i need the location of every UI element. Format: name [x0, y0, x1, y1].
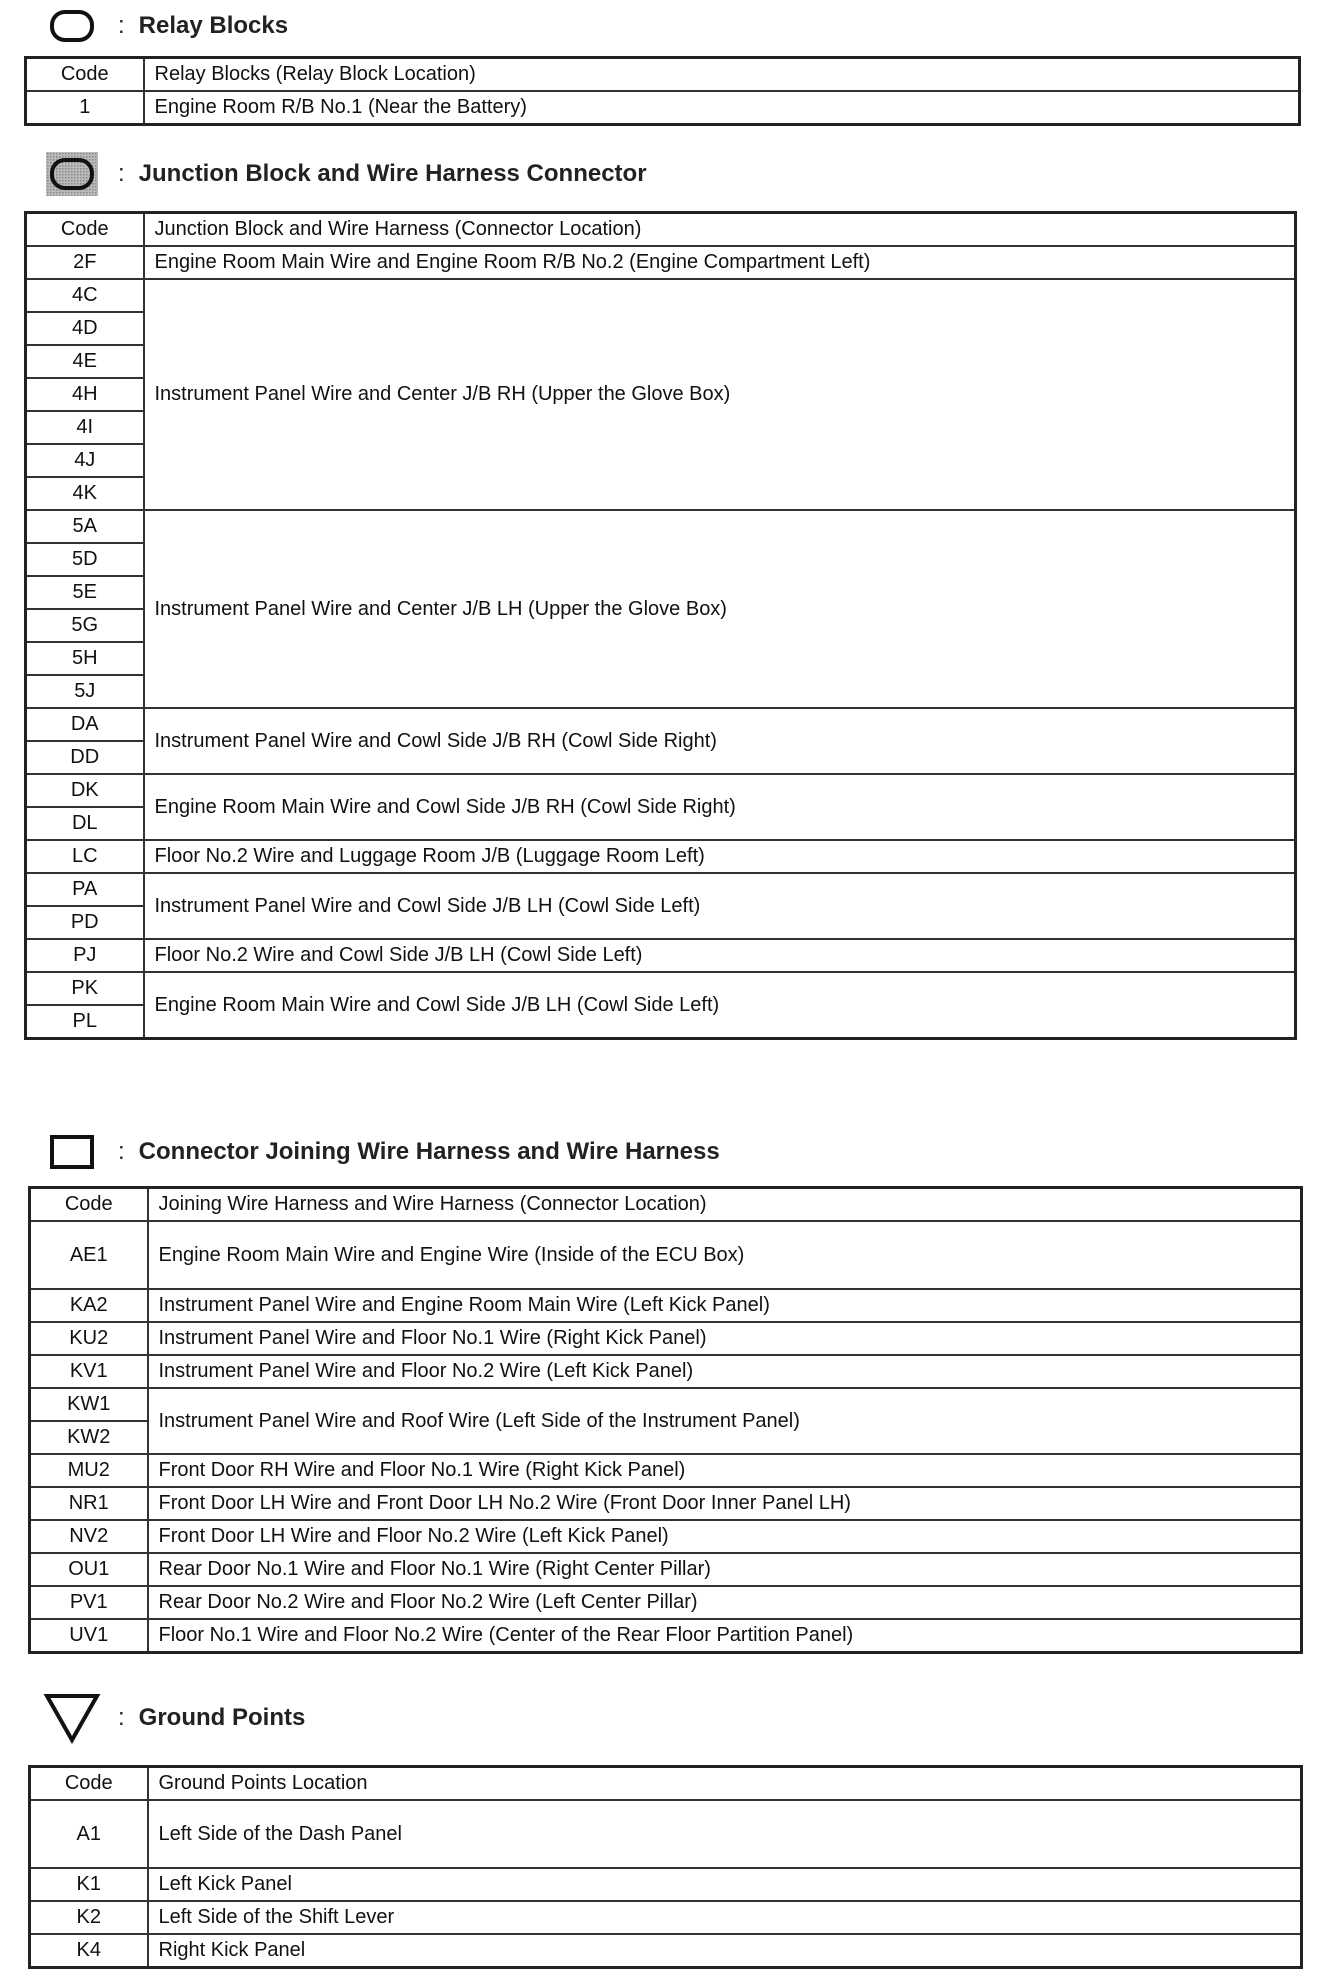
- relay-blocks-table: [24, 56, 1301, 126]
- relay-colon: :: [118, 12, 125, 39]
- code-cell: KV1: [30, 1355, 148, 1388]
- code-cell: 5E: [26, 576, 144, 609]
- code-cell: PJ: [26, 939, 144, 972]
- code-cell: PL: [26, 1005, 144, 1039]
- location-cell: Engine Room Main Wire and Cowl Side J/B RH (Cowl Side Right): [144, 774, 1296, 840]
- table-header-row: [30, 1767, 1302, 1801]
- location-cell: Instrument Panel Wire and Engine Room Main Wire (Left Kick Panel): [148, 1289, 1302, 1322]
- table-row: [26, 873, 1296, 906]
- location-cell: Rear Door No.2 Wire and Floor No.2 Wire (Left Center Pillar): [148, 1586, 1302, 1619]
- table-row: [30, 1289, 1302, 1322]
- code-cell: 4J: [26, 444, 144, 477]
- code-cell: K1: [30, 1868, 148, 1901]
- code-cell: K2: [30, 1901, 148, 1934]
- table-row: [30, 1355, 1302, 1388]
- table-header-row: [26, 213, 1296, 247]
- code-cell: NV2: [30, 1520, 148, 1553]
- code-cell: 4H: [26, 378, 144, 411]
- table-row: [30, 1388, 1302, 1421]
- code-column-header: Code: [30, 1767, 148, 1801]
- code-cell: KW1: [30, 1388, 148, 1421]
- table-row: [30, 1454, 1302, 1487]
- code-cell: 5J: [26, 675, 144, 708]
- code-cell: 5D: [26, 543, 144, 576]
- table-row: [30, 1221, 1302, 1289]
- location-cell: Instrument Panel Wire and Center J/B LH (Upper the Glove Box): [144, 510, 1296, 708]
- code-cell: A1: [30, 1800, 148, 1868]
- table-row: [26, 972, 1296, 1005]
- location-cell: Floor No.1 Wire and Floor No.2 Wire (Center of the Rear Floor Partition Panel): [148, 1619, 1302, 1653]
- location-cell: Left Side of the Shift Lever: [148, 1901, 1302, 1934]
- location-cell: Instrument Panel Wire and Roof Wire (Left Side of the Instrument Panel): [148, 1388, 1302, 1454]
- code-cell: LC: [26, 840, 144, 873]
- table-row: [26, 246, 1296, 279]
- code-column-header: Code: [26, 58, 144, 92]
- code-cell: PA: [26, 873, 144, 906]
- code-cell: K4: [30, 1934, 148, 1968]
- location-cell: Right Kick Panel: [148, 1934, 1302, 1968]
- location-cell: Left Kick Panel: [148, 1868, 1302, 1901]
- location-column-header: Junction Block and Wire Harness (Connector Location): [144, 213, 1296, 247]
- connector-joining-header: [40, 1128, 720, 1176]
- code-cell: UV1: [30, 1619, 148, 1653]
- junction-block-table: [24, 211, 1297, 1040]
- code-cell: AE1: [30, 1221, 148, 1289]
- location-column-header: Ground Points Location: [148, 1767, 1302, 1801]
- location-cell: Engine Room R/B No.1 (Near the Battery): [144, 91, 1300, 125]
- code-column-header: Code: [26, 213, 144, 247]
- location-column-header: Joining Wire Harness and Wire Harness (Connector Location): [148, 1188, 1302, 1222]
- relay-blocks-title: Relay Blocks: [138, 12, 289, 39]
- table-row: [26, 708, 1296, 741]
- table-header-row: [26, 58, 1300, 92]
- junction-block-header: [40, 150, 647, 198]
- code-cell: PK: [26, 972, 144, 1005]
- code-cell: PV1: [30, 1586, 148, 1619]
- connector-joining-title: Connector Joining Wire Harness and Wire Harness: [138, 1138, 720, 1165]
- ground-points-title: Ground Points: [138, 1704, 306, 1731]
- location-cell: Engine Room Main Wire and Cowl Side J/B LH (Cowl Side Left): [144, 972, 1296, 1039]
- code-cell: OU1: [30, 1553, 148, 1586]
- junction-block-symbol-icon: [40, 150, 104, 198]
- table-row: [30, 1934, 1302, 1968]
- table-row: [30, 1553, 1302, 1586]
- table-header-row: [30, 1188, 1302, 1222]
- ground-points-table: [28, 1765, 1303, 1969]
- connector-joining-table: [28, 1186, 1303, 1654]
- location-cell: Instrument Panel Wire and Cowl Side J/B RH (Cowl Side Right): [144, 708, 1296, 774]
- table-row: [30, 1520, 1302, 1553]
- junction-block-title: Junction Block and Wire Harness Connector: [138, 160, 647, 187]
- code-cell: MU2: [30, 1454, 148, 1487]
- location-cell: Left Side of the Dash Panel: [148, 1800, 1302, 1868]
- code-cell: DD: [26, 741, 144, 774]
- code-cell: 4K: [26, 477, 144, 510]
- location-cell: Front Door RH Wire and Floor No.1 Wire (Right Kick Panel): [148, 1454, 1302, 1487]
- ground-point-symbol-icon: [40, 1694, 104, 1742]
- table-row: [30, 1868, 1302, 1901]
- ground-points-header: [40, 1694, 305, 1742]
- code-cell: DL: [26, 807, 144, 840]
- table-row: [26, 279, 1296, 312]
- location-cell: Floor No.2 Wire and Cowl Side J/B LH (Cowl Side Left): [144, 939, 1296, 972]
- location-cell: Instrument Panel Wire and Floor No.2 Wire (Left Kick Panel): [148, 1355, 1302, 1388]
- location-cell: Front Door LH Wire and Front Door LH No.2 Wire (Front Door Inner Panel LH): [148, 1487, 1302, 1520]
- code-cell: DA: [26, 708, 144, 741]
- relay-blocks-header: [40, 2, 288, 50]
- location-cell: Rear Door No.1 Wire and Floor No.1 Wire (Right Center Pillar): [148, 1553, 1302, 1586]
- location-cell: Instrument Panel Wire and Center J/B RH (Upper the Glove Box): [144, 279, 1296, 510]
- table-row: [26, 939, 1296, 972]
- code-cell: 4I: [26, 411, 144, 444]
- junction-colon: :: [118, 160, 125, 187]
- code-cell: 4C: [26, 279, 144, 312]
- connector-colon: :: [118, 1138, 125, 1165]
- code-cell: 2F: [26, 246, 144, 279]
- code-cell: NR1: [30, 1487, 148, 1520]
- table-row: [26, 774, 1296, 807]
- table-row: [30, 1586, 1302, 1619]
- code-cell: KW2: [30, 1421, 148, 1454]
- location-cell: Floor No.2 Wire and Luggage Room J/B (Luggage Room Left): [144, 840, 1296, 873]
- table-row: [30, 1619, 1302, 1653]
- relay-block-symbol-icon: [40, 2, 104, 50]
- table-row: [30, 1901, 1302, 1934]
- code-cell: KA2: [30, 1289, 148, 1322]
- code-column-header: Code: [30, 1188, 148, 1222]
- code-cell: 5H: [26, 642, 144, 675]
- location-cell: Engine Room Main Wire and Engine Wire (Inside of the ECU Box): [148, 1221, 1302, 1289]
- location-cell: Engine Room Main Wire and Engine Room R/B No.2 (Engine Compartment Left): [144, 246, 1296, 279]
- code-cell: 1: [26, 91, 144, 125]
- table-row: [26, 840, 1296, 873]
- code-cell: PD: [26, 906, 144, 939]
- table-row: [26, 510, 1296, 543]
- location-cell: Instrument Panel Wire and Cowl Side J/B LH (Cowl Side Left): [144, 873, 1296, 939]
- code-cell: 5G: [26, 609, 144, 642]
- code-cell: 4E: [26, 345, 144, 378]
- table-row: [26, 91, 1300, 125]
- code-cell: 4D: [26, 312, 144, 345]
- location-cell: Instrument Panel Wire and Floor No.1 Wire (Right Kick Panel): [148, 1322, 1302, 1355]
- table-row: [30, 1322, 1302, 1355]
- location-cell: Front Door LH Wire and Floor No.2 Wire (Left Kick Panel): [148, 1520, 1302, 1553]
- connector-symbol-icon: [40, 1128, 104, 1176]
- code-cell: DK: [26, 774, 144, 807]
- ground-colon: :: [118, 1704, 125, 1731]
- code-cell: 5A: [26, 510, 144, 543]
- code-cell: KU2: [30, 1322, 148, 1355]
- location-column-header: Relay Blocks (Relay Block Location): [144, 58, 1300, 92]
- table-row: [30, 1487, 1302, 1520]
- table-row: [30, 1800, 1302, 1868]
